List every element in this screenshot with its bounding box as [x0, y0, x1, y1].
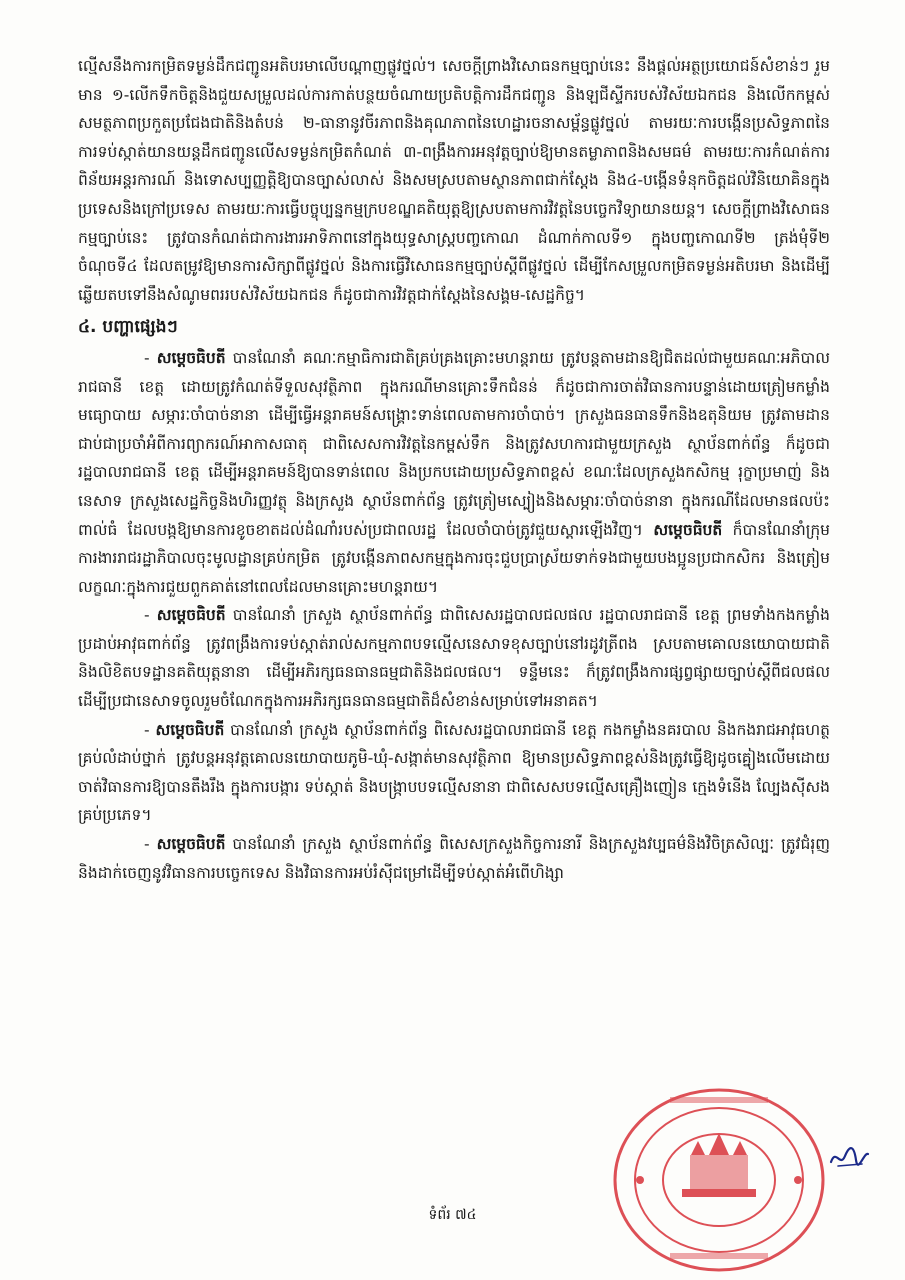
paragraph-3-text: បានណែនាំ ក្រសួង ស្ថាប័នពាក់ព័ន្ធ ពិសេសរដ្ឋបាលរាជធានី ខេត្ត កងកម្លាំងនគរបាល និងកងរាជអាវុធហត្ថគ្រប់លំដាប់ថ្នាក់ ត្រូវបន្តអនុវត្តគោលនយោបាយភូមិ-ឃុំ-សង្កាត់មានសុវត្ថិភាព ឱ្យមានប្រសិទ្ធភាពខ្ពស់និងត្រូវធ្វើឱ្យដូចគ្នៀងលើមដោយចាត់វិធានការឱ្យបានតឹងរឹង ក្នុងការបង្ការ ទប់ស្កាត់ និងបង្ក្រាបបទល្មើសនានា ជាពិសេសបទល្មើសគ្រឿងញៀន ក្មេងទំនើង ល្បែងស៊ីសងគ្រប់ប្រភេទ។	[78, 720, 830, 825]
page-number: ទំព័រ ៧៤	[428, 1207, 477, 1223]
paragraph-2-text: បានណែនាំ ក្រសួង ស្ថាប័នពាក់ព័ន្ធ ជាពិសេសរដ្ឋបាលជលផល រដ្ឋបាលរាជធានី ខេត្ត ព្រមទាំងកងកម្លាំងប្រដាប់អាវុធពាក់ព័ន្ធ ត្រូវពង្រឹងការទប់ស្កាត់រាល់សកម្មភាពបទល្មើសនេសាទខុសច្បាប់នៅរដូវត្រីពង ស្របតាមគោលនយោបាយជាតិ និងលិខិតបទដ្ឋានគតិយុត្តនានា ដើម្បីអភិរក្សធនធានធម្មជាតិនិងជលផល។ ទន្ទឹមនេះ ក៏ត្រូវពង្រឹងការផ្សព្វផ្សាយច្បាប់ស្ដីពីជលផល ដើម្បីប្រជានេសាទចូលរួមចំណែកក្នុងការអភិរក្សធនធានធម្មជាតិដ៏សំខាន់សម្រាប់ទៅអនាគត។	[78, 606, 830, 711]
section-heading: ៤. បញ្ហាផ្សេងៗ	[78, 317, 178, 338]
paragraph-1: - សម្ដេចធិបតី បានណែនាំ គណៈកម្មាធិការជាតិគ្រប់គ្រងគ្រោះមហន្តរាយ ត្រូវបន្តតាមដានឱ្យជិតដល់ជាមួយគណៈអភិបាលរាជធានី ខេត្ត ដោយត្រូវកំណត់ទីទួលសុវត្ថិភាព ក្នុងករណីមានគ្រោះទឹកជំនន់ ក៏ដូចជាការចាត់វិធានការបន្ទាន់ដោយត្រៀមកម្លាំង មធ្យោបាយ សម្ភារៈចាំបាច់នានា ដើម្បីធ្វើអន្តរាគមន៍សង្គ្រោះទាន់ពេលតាមការចាំបាច់។ ក្រសួងធនធានទឹកនិងឧតុនិយម ត្រូវតាមដានជាប់ជាប្រចាំអំពីការព្យាករណ៍អាកាសធាតុ ជាពិសេសការវិវត្តនៃកម្ពស់ទឹក និងត្រូវសហការជាមួយក្រសួង ស្ថាប័នពាក់ព័ន្ធ ក៏ដូចជារដ្ឋបាលរាជធានី ខេត្ត ដើម្បីអន្តរាគមន៍ឱ្យបានទាន់ពេល និងប្រកបដោយប្រសិទ្ធភាពខ្ពស់ ខណៈដែលក្រសួងកសិកម្ម រុក្ខាប្រមាញ់ និងនេសាទ ក្រសួងសេដ្ឋកិច្ចនិងហិរញ្ញវត្ថុ និងក្រសួង ស្ថាប័នពាក់ព័ន្ធ ត្រូវត្រៀមស្បៀងនិងសម្ភារៈចាំបាច់នានា ក្នុងករណីដែលមានផលប៉ះពាល់ធំ ដែលបង្កឱ្យមានការខូចខាតដល់ដំណាំរបស់ប្រជាពលរដ្ឋ ដែលចាំបាច់ត្រូវជួយស្ដារឡើងវិញ។ សម្ដេចធិបតី ក៏បានណែនាំក្រុមការងាររាជរដ្ឋាភិបាលចុះមូលដ្ឋានគ្រប់កម្រិត ត្រូវបង្កើនភាពសកម្មក្នុងការចុះជួបប្រាស្រ័យទាក់ទងជាមួយបងប្អូនប្រជាកសិករ និងត្រៀមលក្ខណៈក្នុងការជួយពួកគាត់នៅពេលដែលមានគ្រោះមហន្តរាយ។	[78, 348, 830, 596]
honorific: សម្ដេចធិបតី	[156, 606, 226, 625]
paragraph-4-text: បានណែនាំ ក្រសួង ស្ថាប័នពាក់ព័ន្ធ ពិសេសក្រសួងកិច្ចការនារី និងក្រសួងវប្បធម៌និងវិចិត្រសិល្បៈ ត្រូវជំរុញនិងដាក់ចេញនូវវិធានការបច្ចេកទេស និងវិធានការអប់រំស៊ីជម្រៅដើម្បីទប់ស្កាត់អំពើហិង្សា	[78, 835, 830, 882]
honorific: សម្ដេចធិបតី	[156, 835, 226, 854]
paragraph-3: - សម្ដេចធិបតី បានណែនាំ ក្រសួង ស្ថាប័នពាក់ព័ន្ធ ពិសេសរដ្ឋបាលរាជធានី ខេត្ត កងកម្លាំងនគរបាល និងកងរាជអាវុធហត្ថគ្រប់លំដាប់ថ្នាក់ ត្រូវបន្តអនុវត្តគោលនយោបាយភូមិ-ឃុំ-សង្កាត់មានសុវត្ថិភាព ឱ្យមានប្រសិទ្ធភាពខ្ពស់និងត្រូវធ្វើឱ្យដូចគ្នៀងលើមដោយចាត់វិធានការឱ្យបានតឹងរឹង ក្នុងការបង្ការ ទប់ស្កាត់ និងបង្ក្រាបបទល្មើសនានា ជាពិសេសបទល្មើសគ្រឿងញៀន ក្មេងទំនើង ល្បែងស៊ីសងគ្រប់ប្រភេទ។	[78, 720, 830, 825]
paragraph-1-text-b: ក៏បានណែនាំក្រុមការងាររាជរដ្ឋាភិបាលចុះមូលដ្ឋានគ្រប់កម្រិត ត្រូវបង្កើនភាពសកម្មក្នុងការចុះជួបប្រាស្រ័យទាក់ទងជាមួយបងប្អូនប្រជាកសិករ និងត្រៀមលក្ខណៈក្នុងការជួយពួកគាត់នៅពេលដែលមានគ្រោះមហន្តរាយ។	[78, 520, 830, 596]
honorific: សម្ដេចធិបតី	[653, 520, 723, 539]
honorific: សម្ដេចធិបតី	[155, 720, 225, 739]
paragraph-2: - សម្ដេចធិបតី បានណែនាំ ក្រសួង ស្ថាប័នពាក់ព័ន្ធ ជាពិសេសរដ្ឋបាលជលផល រដ្ឋបាលរាជធានី ខេត្ត ព្រមទាំងកងកម្លាំងប្រដាប់អាវុធពាក់ព័ន្ធ ត្រូវពង្រឹងការទប់ស្កាត់រាល់សកម្មភាពបទល្មើសនេសាទខុសច្បាប់នៅរដូវត្រីពង ស្របតាមគោលនយោបាយជាតិ និងលិខិតបទដ្ឋានគតិយុត្តនានា ដើម្បីអភិរក្សធនធានធម្មជាតិនិងជលផល។ ទន្ទឹមនេះ ក៏ត្រូវពង្រឹងការផ្សព្វផ្សាយច្បាប់ស្ដីពីជលផល ដើម្បីប្រជានេសាទចូលរួមចំណែកក្នុងការអភិរក្សធនធានធម្មជាតិដ៏សំខាន់សម្រាប់ទៅអនាគត។	[78, 606, 830, 711]
official-seal-icon	[610, 1085, 828, 1275]
document-body	[78, 52, 830, 887]
signature-icon	[828, 1140, 870, 1174]
paragraph-4: - សម្ដេចធិបតី បានណែនាំ ក្រសួង ស្ថាប័នពាក់ព័ន្ធ ពិសេសក្រសួងកិច្ចការនារី និងក្រសួងវប្បធម៌និងវិចិត្រសិល្បៈ ត្រូវជំរុញនិងដាក់ចេញនូវវិធានការបច្ចេកទេស និងវិធានការអប់រំស៊ីជម្រៅដើម្បីទប់ស្កាត់អំពើហិង្សា	[78, 835, 830, 882]
honorific: សម្ដេចធិបតី	[156, 348, 226, 367]
paragraph-1-text-a: បានណែនាំ គណៈកម្មាធិការជាតិគ្រប់គ្រងគ្រោះមហន្តរាយ ត្រូវបន្តតាមដានឱ្យជិតដល់ជាមួយគណៈអភិបាលរាជធានី ខេត្ត ដោយត្រូវកំណត់ទីទួលសុវត្ថិភាព ក្នុងករណីមានគ្រោះទឹកជំនន់ ក៏ដូចជាការចាត់វិធានការបន្ទាន់ដោយត្រៀមកម្លាំង មធ្យោបាយ សម្ភារៈចាំបាច់នានា ដើម្បីធ្វើអន្តរាគមន៍សង្គ្រោះទាន់ពេលតាមការចាំបាច់។ ក្រសួងធនធានទឹកនិងឧតុនិយម ត្រូវតាមដានជាប់ជាប្រចាំអំពីការព្យាករណ៍អាកាសធាតុ ជាពិសេសការវិវត្តនៃកម្ពស់ទឹក និងត្រូវសហការជាមួយក្រសួង ស្ថាប័នពាក់ព័ន្ធ ក៏ដូចជារដ្ឋបាលរាជធានី ខេត្ត ដើម្បីអន្តរាគមន៍ឱ្យបានទាន់ពេល និងប្រកបដោយប្រសិទ្ធភាពខ្ពស់ ខណៈដែលក្រសួងកសិកម្ម រុក្ខាប្រមាញ់ និងនេសាទ ក្រសួងសេដ្ឋកិច្ចនិងហិរញ្ញវត្ថុ និងក្រសួង ស្ថាប័នពាក់ព័ន្ធ ត្រូវត្រៀមស្បៀងនិងសម្ភារៈចាំបាច់នានា ក្នុងករណីដែលមានផលប៉ះពាល់ធំ ដែលបង្កឱ្យមានការខូចខាតដល់ដំណាំរបស់ប្រជាពលរដ្ឋ ដែលចាំបាច់ត្រូវជួយស្ដារឡើងវិញ។	[78, 348, 830, 539]
intro-paragraph: ល្មើសនឹងការកម្រិតទម្ងន់ដឹកជញ្ជូនអតិបរមាលើបណ្ដាញផ្លូវថ្នល់។ សេចក្ដីព្រាងវិសោធនកម្មច្បាប់នេះ នឹងផ្ដល់អត្ថប្រយោជន៍សំខាន់ៗ រួមមាន ១-លើកទឹកចិត្តនិងជួយសម្រួលដល់ការកាត់បន្ថយចំណាយប្រតិបត្តិការដឹកជញ្ជូន និងឡជីស្ទីករបស់វិស័យឯកជន និងលើកកម្ពស់សមត្ថភាពប្រកួតប្រជែងជាតិនិងតំបន់ ២-ធានានូវចីរភាពនិងគុណភាពនៃហេដ្ឋារចនាសម្ព័ន្ធផ្លូវថ្នល់ តាមរយៈការបង្កើនប្រសិទ្ធភាពនៃការទប់ស្កាត់យានយន្តដឹកជញ្ជូនលើសទម្ងន់កម្រិតកំណត់ ៣-ពង្រឹងការអនុវត្តច្បាប់ឱ្យមានតម្លាភាពនិងសមធម៌ តាមរយៈការកំណត់ការពិន័យអន្តរការណ៍ និងទោសប្បញ្ញត្តិឱ្យបានច្បាស់លាស់ និងសមស្របតាមស្ថានភាពជាក់ស្ដែង និង៤-បង្កើនទំនុកចិត្តដល់វិនិយោគិនក្នុងប្រទេសនិងក្រៅប្រទេស តាមរយៈការធ្វើបច្ចុប្បន្នកម្មក្របខណ្ឌគតិយុត្តឱ្យស្របតាមការវិវត្តនៃបច្ចេកវិទ្យាយានយន្ត។ សេចក្ដីព្រាងវិសោធនកម្មច្បាប់នេះ ត្រូវបានកំណត់ជាការងារអាទិភាពនៅក្នុងយុទ្ធសាស្ត្របញ្ចកោណ ដំណាក់កាលទី១ ក្នុងបញ្ចកោណទី២ ត្រង់មុំទី២ ចំណុចទី៤ ដែលតម្រូវឱ្យមានការសិក្សាពីផ្លូវថ្នល់ និងការធ្វើវិសោធនកម្មច្បាប់ស្ដីពីផ្លូវថ្នល់ ដើម្បីកែសម្រួលកម្រិតទម្ងន់អតិបរមា និងដើម្បីឆ្លើយតបទៅនឹងសំណូមពររបស់វិស័យឯកជន ក៏ដូចជាការវិវត្តជាក់ស្ដែងនៃសង្គម-សេដ្ឋកិច្ច។	[78, 57, 830, 304]
